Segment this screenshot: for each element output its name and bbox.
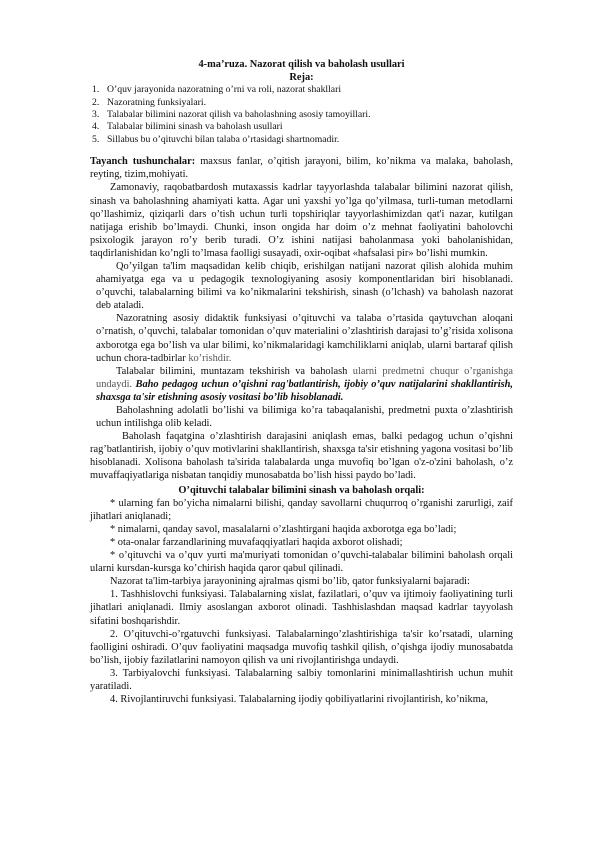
bullet-item: * o’qituvchi va o’quv yurti ma'muriyati tomonidan o’quvchi-talabalar bilimini baholash orqali ularni kursdan-kursga ko’chirish haqida qaror qabul qilinadi. bbox=[90, 550, 513, 575]
function-item: 4. Rivojlantiruvchi funksiyasi. Talabalarning ijodiy qobiliyatlarini rivojlantirish, ko’nikma, bbox=[110, 694, 488, 706]
function-item: 3. Tarbiyalovchi funksiyasi. Talabalarning salbiy tomonlarini minimallashtirish uchun muhit yaratiladi. bbox=[90, 667, 513, 692]
paragraph-5: Baholashning adolatli bo’lishi va bilimiga ko’ra tabaqalanishi, predmetni puxta o’zlashtirish uchun intilishga olib keladi. bbox=[96, 405, 513, 430]
keywords-paragraph bbox=[90, 155, 513, 181]
section-heading: O’qituvchi talabalar bilimini sinash va baholash orqali: bbox=[178, 484, 425, 496]
keywords-label: Tayanch tushunchalar: bbox=[90, 156, 196, 168]
plan-item: 1. O’quv jarayonida nazoratning o’rni va roli, nazorat shakllari bbox=[92, 84, 342, 96]
function-item: 1. Tashhislovchi funksiyasi. Talabalarning xislat, fazilatlari, o’quv va ijtimoiy faoliyatining turli jihatlari aniqlanadi. Ilmiy asoslangan axborot olinadi. Tashhislashdan maqsad kadrlar tayyolash sifatini boshqarishdir. bbox=[90, 589, 513, 627]
plan-heading: Reja: bbox=[289, 72, 314, 84]
paragraph-4: Talabalar bilimini, muntazam tekshirish va baholash ularni predmetni chuqur o’rganishga undaydi. Baho pedagog uchun o’qishni rag'batlantirish, ijobiy o’quv natijalarini shakllantirish, shaxsga ta'sir etishning asosiy vositasi bo’lib hisoblanadi. bbox=[96, 365, 514, 403]
bullet-item: * nimalarni, qanday savol, masalalarni o’zlashtirgani haqida axborotga ega bo’ladi; bbox=[110, 523, 457, 535]
plan-item: 5. Sillabus bu o’qituvchi bilan talaba o’rtasidagi shartnomadir. bbox=[92, 133, 340, 145]
plan-item: 3. Talabalar bilimini nazorat qilish va baholashning asosiy tamoyillari. bbox=[92, 109, 371, 120]
bullet-item: * ota-onalar farzandlarining muvafaqqiyatlari haqida axborot olishadi; bbox=[110, 536, 403, 548]
plan-item: 4. Talabalar bilimini sinash va baholash usullari bbox=[92, 121, 283, 133]
keywords-text: maxsus fanlar, o’qitish jarayoni, bilim, ko’nikma va malaka, baholash, reyting, tizim,mohiyati. bbox=[90, 156, 513, 181]
document-page bbox=[90, 58, 513, 706]
paragraph-6: Baholash faqatgina o’zlashtirish darajasini aniqlash emas, balki pedagog uchun o’qishni rag’batlantirish, ijobiy o’quv motivlarini shakllantirish, shaxsga ta'sir etishning yagona vositasi bo’lib hisoblanadi. Xolisona baholash ta'sirida talabalarda unga muvofiq bo’lgan o'z-o'zini baholash, o’z muvaffaqiyatlariga nisbatan tanqidiy munosabatda bo’lish hissi paydo bo’ladi. bbox=[90, 431, 513, 482]
paragraph-2: Qo’yilgan ta'lim maqsadidan kelib chiqib, erishilgan natijani nazorat qilish alohida muhim ahamiyatga ega va u pedagogik texnologiyaning asosiy komponentlaridan biri hisoblanadi. o’quvchi, talabalarning bilimi va ko’nikmalarini tekshirish, sinash (o’lchash) va baholash nazorat deb ataladi. bbox=[96, 260, 513, 312]
plan-list bbox=[90, 84, 513, 146]
functions-intro: Nazorat ta'lim-tarbiya jarayonining ajralmas qismi bo’lib, qator funksiyalarni bajaradi: bbox=[110, 576, 470, 588]
bullet-item: * ularning fan bo’yicha nimalarni bilishi, qanday savollarni chuqurroq o’rganishi zarurligi, zaif jihatlari aniqlanadi; bbox=[90, 497, 513, 522]
lecture-title: 4-ma’ruza. Nazorat qilish va baholash usullari bbox=[198, 59, 405, 70]
paragraph-1: Zamonaviy, raqobatbardosh mutaxassis kadrlar tayyorlashda talabalar bilimini nazorat qilish, sinash va baholashning ahamiyati katta. Agar uni yaxshi yo’lga qo’yilmasa, turli-tuman metodlarni qo’llashimiz, qiziqarli dars o’tish uchun turli topshiriqlar tayyorlashimizdan qat'i nazar, kutilgan natijaga erishib bo’lmaydi. Chunki, inson ongida har doim o’z mehnat faoliyatini baholovchi psixologik jarayon ro’y berib turadi. O’z ishini natijasi baholanmasa yoki baholanishidan, taqdirlanishidan ko’ngli to’lmasa faolligi susayadi, oxir-oqibat «hafsalasi pir» bo’lishi mumkin. bbox=[90, 182, 513, 259]
plan-item: 2. Nazoratning funksiyalari. bbox=[92, 96, 206, 108]
function-item: 2. O’qituvchi-o’rgatuvchi funksiyasi. Talabalarningo’zlashtirishiga ta'sir ko’rsatadi, ularning faolligini oshiradi. O’quv faoliyatini maqsadga muvofiq tashkil qilish, o’qishga ijodiy munosabatda bo’lish, ijobiy fazilatlarini namoyon qilish va uni rivojlantirishga undaydi. bbox=[90, 628, 513, 666]
paragraph-3: Nazoratning asosiy didaktik funksiyasi o’qituvchi va talaba o’rtasida qaytuvchan aloqani o’rnatish, o’quvchi, talabalar tomonidan o’quv materialini o’zlashtirish darajasi to’g’risida xolisona axborotga ega bo’lish va ular bilimi, ko’nikmalaridagi kamchiliklarni aniqlab, ularni bartaraf qilish uchun chora-tadbirlar ko’rishdir. bbox=[96, 313, 513, 364]
